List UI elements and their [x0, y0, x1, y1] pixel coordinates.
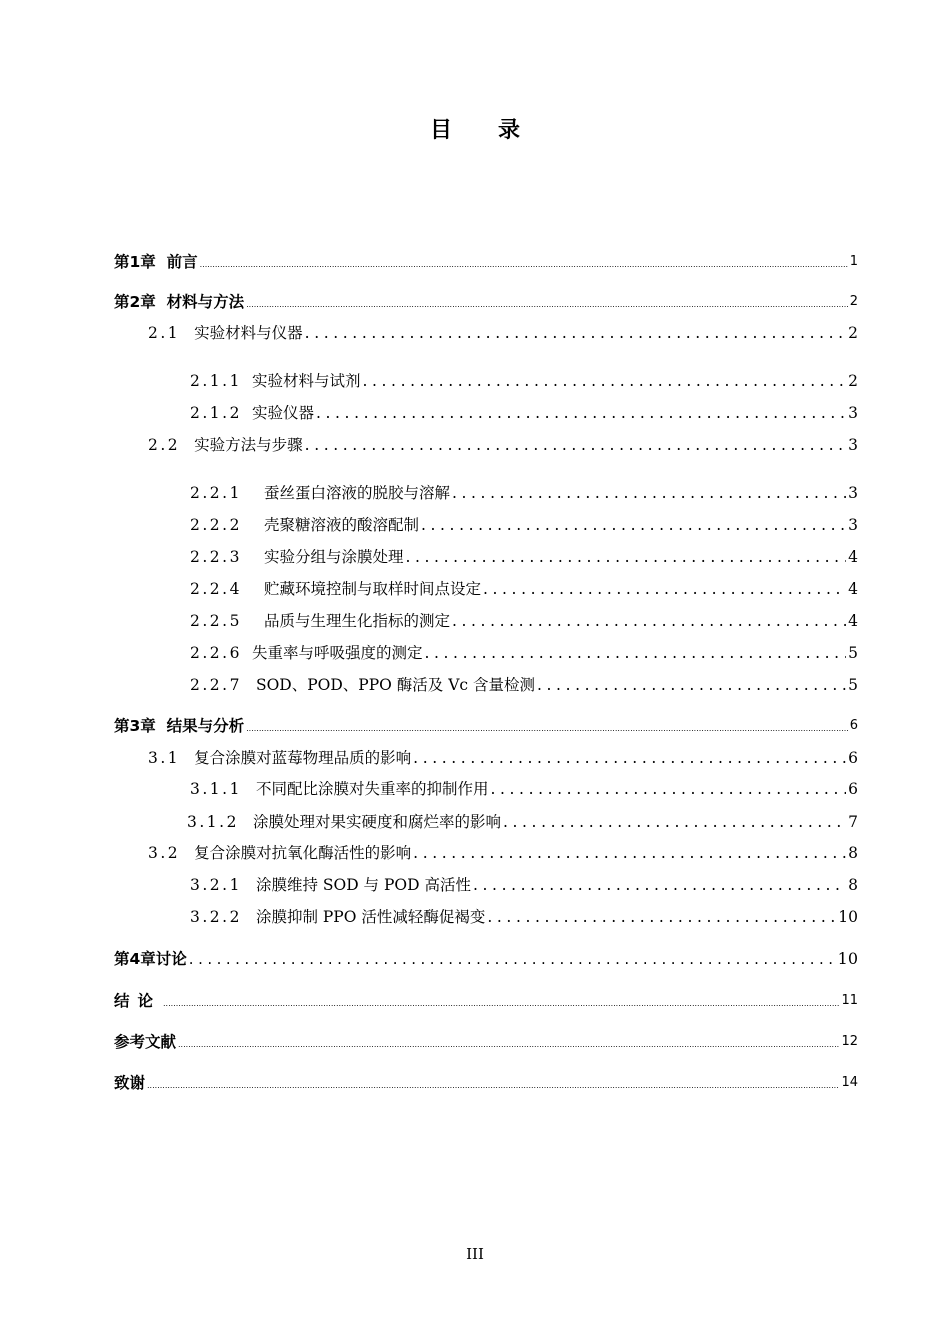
toc-entry-number: 3.1.2 [187, 813, 239, 831]
toc-entry-subsection-3-1-2[interactable] [187, 810, 858, 834]
toc-entry-page: 7 [848, 813, 858, 831]
toc-entry-subsection-3-2-2[interactable] [190, 905, 858, 929]
toc-entry-subsection-2-1-2[interactable] [190, 401, 858, 425]
toc-entry-number: 结论 [114, 992, 162, 1010]
toc-entry-label [190, 513, 419, 537]
toc-entry-label [190, 641, 422, 665]
toc-entry-label [190, 369, 360, 393]
toc-entry-title: 实验材料与仪器 [194, 324, 303, 342]
dot-leader [503, 810, 846, 834]
toc-entry-page: 6 [849, 718, 858, 733]
page-number: III [466, 1245, 484, 1263]
toc-entry-number: 2.1 [148, 324, 181, 342]
toc-entry-page: 4 [848, 612, 858, 630]
dot-leader [305, 433, 846, 457]
toc-entry-label [148, 841, 411, 865]
toc-entry-subsection-2-2-1[interactable] [190, 481, 858, 505]
toc-entry-title: 涂膜维持 SOD 与 POD 高活性 [255, 876, 471, 894]
toc-entry-title: 失重率与呼吸强度的测定 [251, 644, 423, 662]
toc-entry-number: 3.1 [148, 749, 181, 767]
toc-entry-title: 蚕丝蛋白溶液的脱胶与溶解 [263, 484, 450, 502]
toc-entry-title: 壳聚糖溶液的酸溶配制 [263, 516, 419, 534]
dot-leader [163, 989, 839, 1013]
toc-entry-title: 复合涂膜对抗氧化酶活性的影响 [194, 844, 412, 862]
toc-entry-page: 11 [841, 993, 858, 1008]
toc-entry-label [190, 673, 535, 697]
toc-entry-subsection-2-2-6[interactable] [190, 641, 858, 665]
toc-entry-label [114, 989, 161, 1013]
toc-entry-title: 结果与分析 [166, 717, 245, 735]
toc-entry-label [148, 321, 303, 345]
toc-entry-number: 2.1.1 [190, 372, 242, 390]
toc-entry-title: 涂膜处理对果实硬度和腐烂率的影响 [252, 813, 501, 831]
dot-leader [246, 290, 848, 314]
toc-entry-page: 8 [848, 876, 858, 894]
dot-leader [413, 746, 846, 770]
dot-leader [362, 369, 846, 393]
toc-entry-page: 2 [848, 324, 858, 342]
toc-entry-subsection-2-2-3[interactable] [190, 545, 858, 569]
toc-entry-page: 3 [848, 404, 858, 422]
toc-entry-number: 2.2.6 [190, 644, 242, 662]
toc-entry-page: 5 [848, 644, 858, 662]
toc-entry-section-2-2[interactable] [148, 433, 858, 457]
toc-entry-label [190, 481, 450, 505]
toc-entry-section-3-1[interactable] [148, 746, 858, 770]
toc-entry-number: 3.2 [148, 844, 181, 862]
toc-entry-page: 5 [848, 676, 858, 694]
dot-leader [147, 1071, 839, 1095]
dot-leader [490, 777, 846, 801]
toc-entry-title: SOD、POD、PPO 酶活及 Vc 含量检测 [255, 676, 535, 694]
toc-entry-page: 14 [841, 1075, 858, 1090]
dot-leader [316, 401, 846, 425]
dot-leader [178, 1030, 839, 1054]
toc-entry-title: 品质与生理生化指标的测定 [263, 612, 450, 630]
toc-entry-title: 前言 [166, 253, 198, 271]
toc-entry-number: 第3章 [114, 717, 156, 735]
toc-entry-subsection-2-1-1[interactable] [190, 369, 858, 393]
toc-entry-page: 2 [848, 372, 858, 390]
toc-entry-label [114, 250, 198, 274]
toc-entry-number: 第1章 [114, 253, 156, 271]
toc-entry-section-3-2[interactable] [148, 841, 858, 865]
toc-entry-number: 2.1.2 [190, 404, 242, 422]
toc-entry-page: 6 [848, 780, 858, 798]
dot-leader [537, 673, 846, 697]
toc-entry-number: 3.1.1 [190, 780, 242, 798]
toc-entry-label [114, 290, 244, 314]
toc-entry-number: 2.2.7 [190, 676, 242, 694]
toc-entry-label [190, 777, 488, 801]
toc-entry-number: 3.2.2 [190, 908, 242, 926]
toc-entry-title: 不同配比涂膜对失重率的抑制作用 [255, 780, 489, 798]
toc-entry-label [148, 746, 411, 770]
dot-leader [424, 641, 846, 665]
toc-entry-title: 贮藏环境控制与取样时间点设定 [263, 580, 481, 598]
toc-entry-page: 8 [848, 844, 858, 862]
dot-leader [413, 841, 846, 865]
toc-entry-page: 4 [848, 548, 858, 566]
dot-leader [189, 947, 836, 971]
toc-entry-chapter-3[interactable] [114, 714, 858, 738]
toc-entry-conclusion[interactable] [114, 989, 858, 1013]
toc-entry-number: 第2章 [114, 293, 156, 311]
dot-leader [452, 609, 846, 633]
toc-entry-number: 2.2.1 [190, 484, 242, 502]
dot-leader [421, 513, 846, 537]
toc-entry-number: 参考文献 [114, 1033, 177, 1051]
toc-entry-chapter-1[interactable] [114, 250, 858, 274]
toc-entry-title: 材料与方法 [166, 293, 245, 311]
toc-entry-number: 3.2.1 [190, 876, 242, 894]
toc-entry-number: 2.2.3 [190, 548, 242, 566]
toc-entry-title: 实验方法与步骤 [194, 436, 303, 454]
toc-entry-title: 涂膜抑制 PPO 活性减轻酶促褐变 [255, 908, 486, 926]
page-title: 目录 [429, 118, 566, 143]
toc-entry-title: 实验材料与试剂 [251, 372, 361, 390]
toc-entry-label [190, 873, 471, 897]
toc-entry-subsection-2-2-4[interactable] [190, 577, 858, 601]
toc-entry-page: 6 [848, 749, 858, 767]
toc-entry-references[interactable] [114, 1030, 858, 1054]
toc-entry-label [190, 905, 485, 929]
toc-entry-subsection-2-2-2[interactable] [190, 513, 858, 537]
toc-entry-subsection-3-1-1[interactable] [190, 777, 858, 801]
toc-entry-number: 第4章讨论 [114, 950, 187, 968]
toc-entry-label [190, 545, 403, 569]
toc-entry-label [190, 609, 450, 633]
toc-entry-page: 2 [849, 294, 858, 309]
toc-entry-label [114, 714, 244, 738]
toc-entry-chapter-2[interactable] [114, 290, 858, 314]
toc-entry-number: 2.2 [148, 436, 181, 454]
toc-entry-subsection-2-2-5[interactable] [190, 609, 858, 633]
dot-leader [483, 577, 846, 601]
dot-leader [405, 545, 846, 569]
toc-entry-page: 10 [838, 908, 858, 926]
toc-entry-subsection-3-2-1[interactable] [190, 873, 858, 897]
toc-entry-label [114, 1030, 176, 1054]
toc-entry-page: 12 [841, 1034, 858, 1049]
toc-entry-acknowledgements[interactable] [114, 1071, 858, 1095]
toc-entry-title: 实验仪器 [251, 404, 314, 422]
toc-entry-title: 复合涂膜对蓝莓物理品质的影响 [194, 749, 412, 767]
toc-entry-page: 10 [837, 949, 858, 968]
toc-entry-page: 4 [848, 580, 858, 598]
dot-leader [200, 250, 848, 274]
toc-entry-number: 2.2.2 [190, 516, 242, 534]
toc-entry-number: 2.2.5 [190, 612, 242, 630]
toc-entry-chapter-4[interactable] [114, 947, 858, 971]
toc-entry-label [190, 401, 314, 425]
toc-entry-section-2-1[interactable] [148, 321, 858, 345]
toc-entry-page: 3 [848, 484, 858, 502]
toc-entry-title: 实验分组与涂膜处理 [263, 548, 404, 566]
toc-entry-label [148, 433, 303, 457]
toc-entry-label [114, 947, 187, 971]
toc-entry-label [187, 810, 501, 834]
dot-leader [452, 481, 846, 505]
toc-entry-number: 2.2.4 [190, 580, 242, 598]
dot-leader [305, 321, 846, 345]
toc-entry-label [190, 577, 481, 601]
toc-entry-subsection-2-2-7[interactable] [190, 673, 858, 697]
toc-entry-page: 3 [848, 516, 858, 534]
toc-entry-page: 1 [849, 254, 858, 269]
dot-leader [487, 905, 836, 929]
dot-leader [473, 873, 846, 897]
dot-leader [246, 714, 848, 738]
toc-entry-number: 致谢 [114, 1074, 146, 1092]
toc-entry-page: 3 [848, 436, 858, 454]
toc-entry-label [114, 1071, 145, 1095]
